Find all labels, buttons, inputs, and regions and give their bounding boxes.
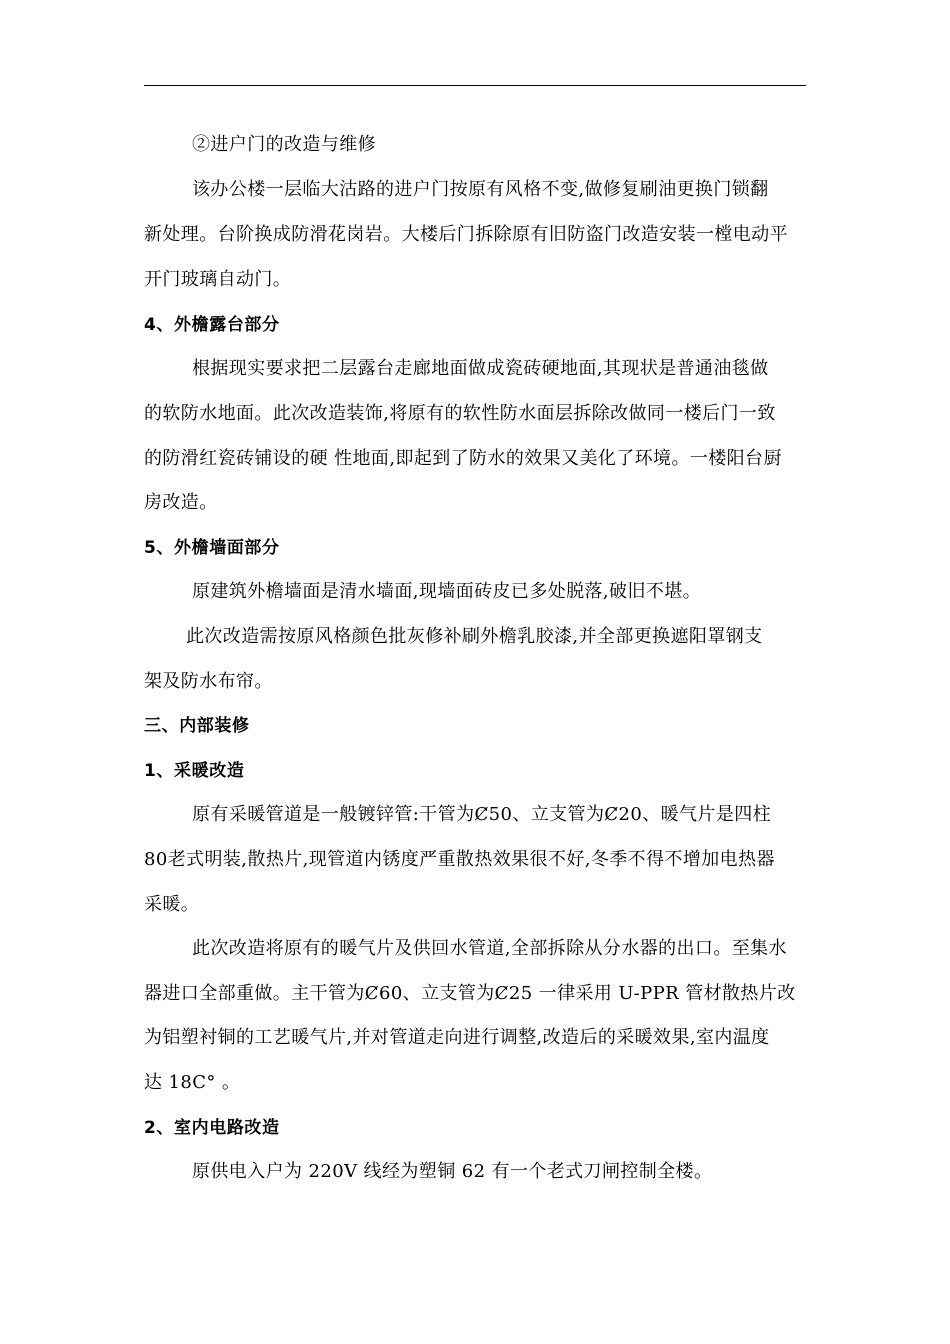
paragraph-line: 开门玻璃自动门。 — [144, 269, 292, 290]
paragraph-line: 达 18C° 。 — [144, 1072, 241, 1093]
section-heading: 1、采暖改造 — [144, 761, 245, 781]
paragraph-line: 此次改造将原有的暖气片及供回水管道,全部拆除从分水器的出口。至集水 — [192, 938, 787, 959]
paragraph-line: 房改造。 — [144, 492, 218, 513]
paragraph-line: 架及防水布帘。 — [144, 671, 273, 692]
paragraph-line: 采暖。 — [144, 894, 200, 915]
paragraph-line: 80老式明装,散热片,现管道内锈度严重散热效果很不好,冬季不得不增加电热器 — [144, 849, 775, 870]
subsection-title: ②进户门的改造与维修 — [192, 134, 376, 155]
paragraph-line: 器进口全部重做。主干管为Ȼ60、立支管为Ȼ25 一律采用 U-PPR 管材散热片改 — [144, 983, 796, 1004]
section-heading: 4、外檐露台部分 — [144, 315, 280, 335]
paragraph-line: 新处理。台阶换成防滑花岗岩。大楼后门拆除原有旧防盗门改造安装一樘电动平 — [144, 224, 788, 245]
paragraph-line: 的软防水地面。此次改造装饰,将原有的软性防水面层拆除改做同一楼后门一致 — [144, 403, 776, 424]
header-rule — [144, 85, 806, 86]
section-heading: 2、室内电路改造 — [144, 1118, 280, 1138]
paragraph-line: 原建筑外檐墙面是清水墙面,现墙面砖皮已多处脱落,破旧不堪。 — [192, 581, 702, 602]
paragraph-line: 此次改造需按原风格颜色批灰修补刷外檐乳胶漆,并全部更换遮阳罩钢支 — [186, 626, 763, 647]
paragraph-line: 原有采暖管道是一般镀锌管:干管为Ȼ50、立支管为Ȼ20、暖气片是四柱 — [192, 804, 772, 825]
paragraph-line: 的防滑红瓷砖铺设的硬 性地面,即起到了防水的效果又美化了环境。一楼阳台厨 — [144, 448, 782, 469]
section-heading: 三、内部装修 — [144, 716, 250, 736]
paragraph-line: 该办公楼一层临大沽路的进户门按原有风格不变,做修复刷油更换门锁翻 — [192, 179, 769, 200]
paragraph-line: 根据现实要求把二层露台走廊地面做成瓷砖硬地面,其现状是普通油毯做 — [192, 358, 769, 379]
paragraph-line: 原供电入户为 220V 线经为塑铜 62 有一个老式刀闸控制全楼。 — [192, 1161, 713, 1182]
paragraph-line: 为铝塑衬铜的工艺暖气片,并对管道走向进行调整,改造后的采暖效果,室内温度 — [144, 1027, 770, 1048]
section-heading: 5、外檐墙面部分 — [144, 538, 280, 558]
